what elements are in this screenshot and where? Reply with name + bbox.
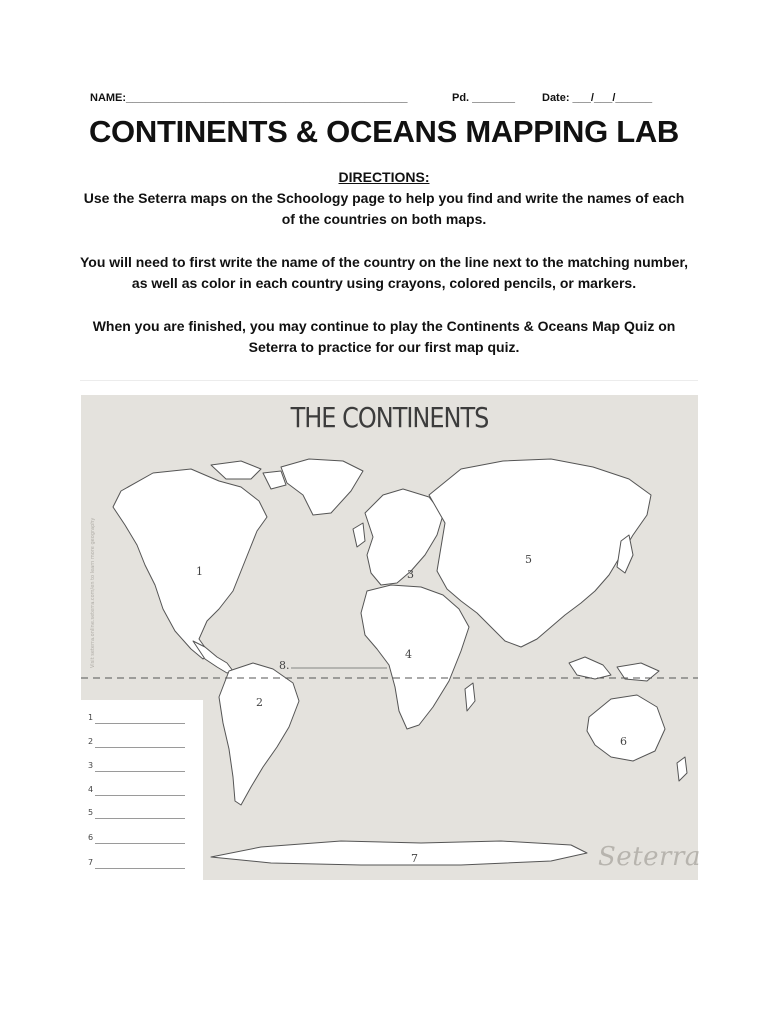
south-america-shape <box>219 663 299 805</box>
directions-paragraph-2: You will need to first write the name of the country on the line next to the matching number, as well as color in each country using crayons, colored pencils, or markers. <box>80 254 689 291</box>
directions-heading: DIRECTIONS: <box>338 169 430 185</box>
divider <box>80 380 698 381</box>
continent-number-1: 1 <box>196 565 203 578</box>
map-title: THE CONTINENTS <box>290 401 489 435</box>
page-title: CONTINENTS & OCEANS MAPPING LAB <box>88 114 680 149</box>
answer-line <box>95 818 185 819</box>
answer-row-2[interactable]: 2 <box>88 737 188 751</box>
continent-number-3: 3 <box>407 568 414 581</box>
directions-paragraph-3: When you are finished, you may continue to play the Continents & Oceans Map Quiz on Seterra to practice for our first map quiz. <box>92 318 676 355</box>
answer-row-1[interactable]: 1 <box>88 713 188 727</box>
answer-line <box>95 723 185 724</box>
answer-row-7[interactable]: 7 <box>88 858 188 872</box>
date-field[interactable]: Date: ___/___/______ <box>542 92 653 104</box>
directions-paragraph-1: Use the Seterra maps on the Schoology page to help you find and write the names of each of the countries on both maps. <box>83 190 685 227</box>
answer-row-5[interactable]: 5 <box>88 808 188 822</box>
answer-line <box>95 843 185 844</box>
europe-shape <box>365 489 443 585</box>
answer-line <box>95 868 185 869</box>
north-america-shape <box>113 469 267 659</box>
header-fields <box>90 92 670 108</box>
answer-line <box>95 747 185 748</box>
answer-line <box>95 795 185 796</box>
continent-number-6: 6 <box>620 735 627 748</box>
seterra-logo: Seterra <box>598 842 701 872</box>
answer-key-box <box>81 700 203 880</box>
answer-line <box>95 771 185 772</box>
equator-label: 8. <box>279 659 290 672</box>
continent-number-7: 7 <box>411 852 418 865</box>
period-field[interactable]: Pd. _______ <box>452 92 515 104</box>
answer-row-3[interactable]: 3 <box>88 761 188 775</box>
antarctica-shape <box>211 841 587 865</box>
answer-row-6[interactable]: 6 <box>88 833 188 847</box>
side-url-note: Visit seterra.online.seterra.com/en to learn more geography <box>90 517 96 668</box>
name-field[interactable]: NAME:______________________________________________ <box>90 92 408 104</box>
continent-number-4: 4 <box>405 648 412 661</box>
continent-number-2: 2 <box>256 696 263 709</box>
continent-number-5: 5 <box>525 553 532 566</box>
greenland-shape <box>281 459 363 515</box>
africa-shape <box>361 585 469 729</box>
answer-row-4[interactable]: 4 <box>88 785 188 799</box>
directions-block <box>80 167 688 358</box>
australia-shape <box>587 695 665 761</box>
